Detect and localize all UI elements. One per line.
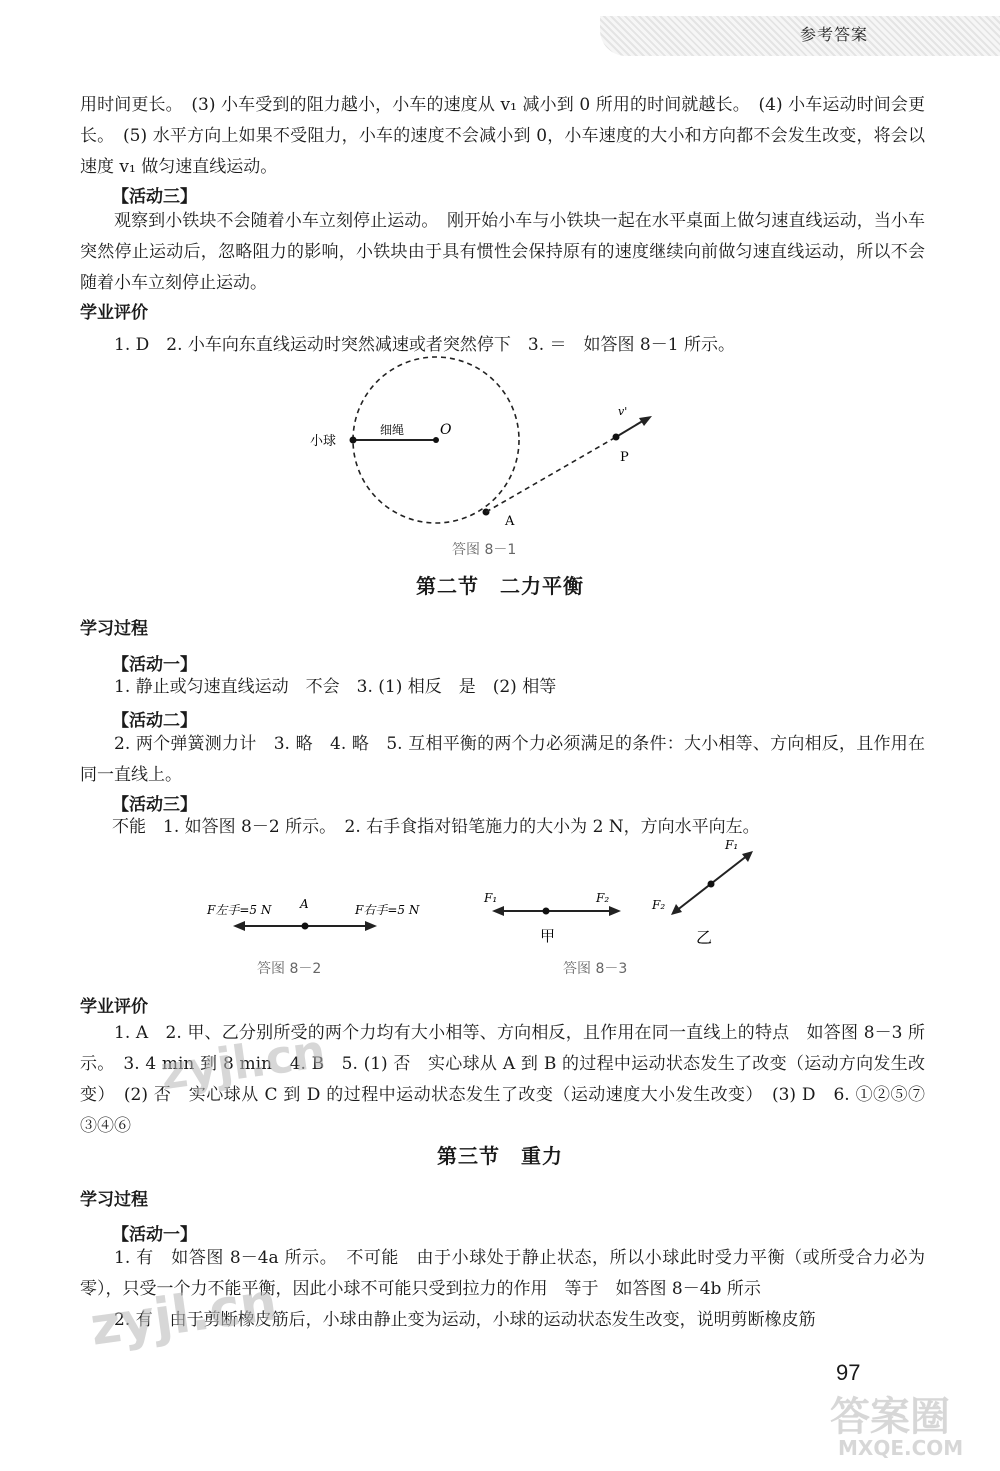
center-dot: [433, 437, 439, 443]
s2-activity1-text: 1. 静止或匀速直线运动 不会 3. (1) 相反 是 (2) 相等: [114, 677, 557, 697]
s2-activity2-text: 2. 两个弹簧测力计 3. 略 4. 略 5. 互相平衡的两个力必须满足的条件：大小相等、方向相反，且作用在同一直线上。: [80, 734, 925, 785]
figure-8-3: [470, 835, 770, 950]
right-force-label: F右手=5 N: [355, 903, 420, 917]
left-arrowhead: [233, 921, 245, 931]
figure-8-2: [195, 890, 420, 940]
s2-activity2-heading: 【活动二】: [112, 711, 197, 731]
s3-activity1-text: 1. 有 如答图 8－4a 所示。 不可能 由于小球处于静止状态，所以小球此时受力平衡（或所受合力必为零），只受一个力不能平衡，因此小球不可能只受到拉力的作用 等于 如答图 8－4b 所示: [80, 1248, 925, 1299]
jia-f2-label: F₂: [596, 891, 610, 905]
s3-activity1-heading: 【活动一】: [112, 1225, 197, 1245]
ball-label: 小球: [310, 434, 337, 449]
point-a-label: A: [300, 897, 309, 911]
yi-f1-label: F₁: [725, 838, 739, 852]
header-label: 参考答案: [800, 25, 869, 44]
right-arrowhead: [365, 921, 377, 931]
jia-left-arrowhead: [492, 906, 504, 916]
watermark-bottom: zyjl.cn: [86, 1272, 281, 1358]
watermark-logo: 答案圈: [830, 1394, 950, 1440]
eval2-heading: 学业评价: [80, 997, 148, 1017]
process3-heading: 学习过程: [80, 1190, 148, 1210]
jia-right-arrowhead: [609, 906, 621, 916]
jia-label: 甲: [540, 927, 556, 945]
yi-lower-arrowhead: [671, 904, 682, 915]
s2-activity1-heading: 【活动一】: [112, 655, 197, 675]
s2-activity3-text: 不能 1. 如答图 8－2 所示。 2. 右手食指对铅笔施力的大小为 2 N，方向水平向左。: [112, 817, 760, 837]
figure-8-2-caption: 答图 8－2: [257, 961, 322, 977]
tangent-dashed: [486, 437, 616, 512]
figure-8-1-caption: 答图 8－1: [452, 542, 517, 558]
eval2-text: 1. A 2. 甲、乙分别所受的两个力均有大小相等、方向相反，且作用在同一直线上的特点 如答图 8－3 所示。 3. 4 min 到 8 min 4. B 5. (1) 否 实心球从 A 到 B 的过程中运动状态发生了改变（运动方向发生改变） (2) 否 实心球从 C 到 D 的过程中运动状态发生了改变（运动速度大小发生改变） (3) D 6. ①②⑤⑦ ③④⑥: [80, 1023, 942, 1136]
velocity-label: v': [618, 405, 628, 418]
watermark-middle: zyjl.cn: [157, 1023, 329, 1101]
jia-center-dot: [543, 908, 550, 915]
figure-8-3-caption: 答图 8－3: [563, 961, 628, 977]
ball-dot: [350, 437, 357, 444]
velocity-arrowhead: [639, 416, 652, 426]
page-number: 97: [836, 1360, 861, 1385]
eval1-heading: 学业评价: [80, 303, 148, 323]
watermark-url: MXQE.COM: [838, 1436, 964, 1460]
center-label: O: [440, 422, 452, 438]
point-a-label: A: [505, 514, 515, 529]
section2-title: 第二节 二力平衡: [416, 574, 584, 598]
point-a-dot: [302, 923, 309, 930]
jia-f1-label: F₁: [484, 891, 498, 905]
yi-label: 乙: [696, 928, 713, 947]
point-p-label: P: [620, 450, 629, 465]
yi-center-dot: [708, 881, 715, 888]
activity3-heading: 【活动三】: [112, 187, 197, 207]
section3-title: 第三节 重力: [437, 1144, 563, 1168]
left-force-label: F左手=5 N: [207, 903, 272, 917]
yi-f2-label: F₂: [652, 898, 666, 912]
point-p-dot: [613, 434, 620, 441]
s3-last-text: 2. 有 由于剪断橡皮筋后，小球由静止变为运动，小球的运动状态发生改变，说明剪断橡皮筋: [114, 1310, 816, 1330]
activity3-text: 观察到小铁块不会随着小车立刻停止运动。 刚开始小车与小铁块一起在水平桌面上做匀速直线运动，当小车突然停止运动后，忽略阻力的影响，小铁块由于具有惯性会保持原有的速度继续向前做匀速直线运动，所以不会随着小车立刻停止运动。: [80, 211, 925, 293]
s2-activity3-heading: 【活动三】: [112, 795, 197, 815]
yi-upper-arrowhead: [742, 851, 753, 862]
eval1-text: 1. D 2. 小车向东直线运动时突然减速或者突然停下 3. ＝ 如答图 8－1 所示。: [114, 335, 735, 355]
process2-heading: 学习过程: [80, 619, 148, 639]
paragraph-continuation: 用时间更长。 (3) 小车受到的阻力越小，小车的速度从 v₁ 减小到 0 所用的时间就越长。 (4) 小车运动时间会更长。 (5) 水平方向上如果不受阻力，小车的速度不会减小到 0，小车速度的大小和方向都不会发生改变，将会以速度 v₁ 做匀速直线运动。: [80, 95, 925, 177]
rope-label: 细绳: [380, 423, 405, 437]
